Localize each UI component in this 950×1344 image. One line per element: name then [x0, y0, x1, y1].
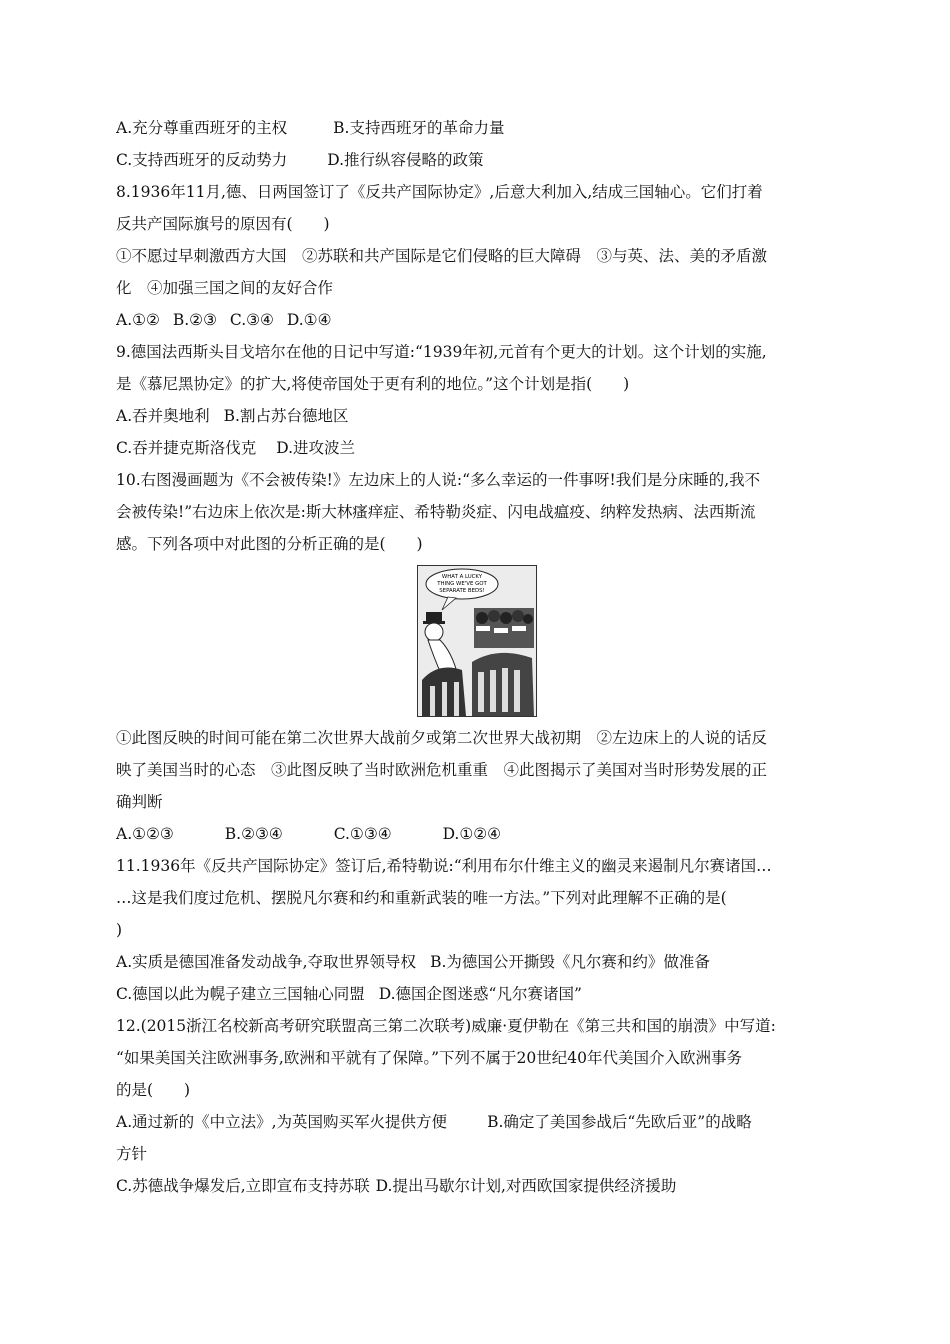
q7-options-row2 [116, 144, 838, 176]
q10-stem-line2: 会被传染!”右边床上依次是:斯大林瘙痒症、希特勒炎症、闪电战瘟疫、纳粹发热病、法西斯流 [116, 503, 756, 521]
bubble-text-line3: SEPARATE BEDS! [439, 588, 485, 594]
q12-option-a: A.通过新的《中立法》,为英国购买军火提供方便 [116, 1113, 448, 1131]
q11-option-b: B.为德国公开撕毁《凡尔赛和约》做准备 [430, 953, 710, 971]
q11-option-a: A.实质是德国准备发动战争,夺取世界领导权 [116, 953, 417, 971]
q8-stem-line1: 8.1936年11月,德、日两国签订了《反共产国际协定》,后意大利加入,结成三国轴心。它们打着 [116, 183, 763, 201]
q10-items-line1: ①此图反映的时间可能在第二次世界大战前夕或第二次世界大战初期 ②左边床上的人说的话反 [116, 729, 768, 747]
q12-stem-line3: 的是( ) [116, 1081, 191, 1099]
cartoon-image [417, 565, 537, 717]
q8-option-c: C.③④ [229, 311, 274, 329]
q9-option-d: D.进攻波兰 [276, 439, 356, 457]
q8-option-a: A.①② [116, 311, 160, 329]
q12-option-b-continued: 方针 [116, 1145, 148, 1163]
q12-option-d: D.提出马歇尔计划,对西欧国家提供经济援助 [375, 1177, 677, 1195]
q9-options-row1 [116, 400, 838, 432]
q7-options-row1 [116, 112, 838, 144]
cartoon-figure-container [116, 560, 838, 722]
q12-option-c: C.苏德战争爆发后,立即宣布支持苏联 [116, 1177, 370, 1195]
q10-items-line2: 映了美国当时的心态 ③此图反映了当时欧洲危机重重 ④此图揭示了美国对当时形势发展的正 [116, 761, 768, 779]
bubble-text-line2: THING WE'VE GOT [437, 581, 487, 587]
q8-items-line2: 化 ④加强三国之间的友好合作 [116, 279, 334, 297]
q9-option-a: A.吞并奥地利 [116, 407, 210, 425]
q7-option-d: D.推行纵容侵略的政策 [327, 151, 484, 169]
q10-options [116, 818, 838, 850]
cartoon-drawing [418, 566, 536, 716]
q10-items-line3: 确判断 [116, 793, 163, 811]
bubble-text-line1: WHAT A LUCKY [441, 574, 483, 580]
q9-stem-line2: 是《慕尼黑协定》的扩大,将使帝国处于更有利的地位。”这个计划是指( ) [116, 375, 630, 393]
q8-stem-line2: 反共产国际旗号的原因有( ) [116, 215, 330, 233]
q12-stem-line1: 12.(2015浙江名校新高考研究联盟高三第二次联考)威廉·夏伊勒在《第三共和国的崩溃》中写道: [116, 1017, 776, 1035]
q11-option-d: D.德国企图迷惑“凡尔赛诸国” [378, 985, 582, 1003]
q11-option-c: C.德国以此为幌子建立三国轴心同盟 [116, 985, 365, 1003]
q12-stem-line2: “如果美国关注欧洲事务,欧洲和平就有了保障。”下列不属于20世纪40年代美国介入欧洲事务 [116, 1049, 742, 1067]
q11-stem-line3: ) [116, 921, 123, 939]
q10-option-d: D.①②④ [442, 825, 502, 843]
q7-option-a: A.充分尊重西班牙的主权 [116, 119, 288, 137]
q9-options-row2 [116, 432, 838, 464]
q9-option-c: C.吞并捷克斯洛伐克 [116, 439, 257, 457]
q11-stem-line1: 11.1936年《反共产国际协定》签订后,希特勒说:“利用布尔什维主义的幽灵来遏制凡尔赛诸国… [116, 857, 772, 875]
q7-option-b: B.支持西班牙的革命力量 [333, 119, 505, 137]
q8-items-line1: ①不愿过早刺激西方大国 ②苏联和共产国际是它们侵略的巨大障碍 ③与英、法、美的矛盾激 [116, 247, 768, 265]
q11-options-row1 [116, 946, 838, 978]
q9-stem-line1: 9.德国法西斯头目戈培尔在他的日记中写道:“1939年初,元首有个更大的计划。这个计划的实施, [116, 343, 767, 361]
q8-options [116, 304, 838, 336]
q10-stem-line1: 10.右图漫画题为《不会被传染!》左边床上的人说:“多么幸运的一件事呀!我们是分床睡的,我不 [116, 471, 761, 489]
q12-options-row1 [116, 1106, 838, 1138]
q10-option-b: B.②③④ [224, 825, 283, 843]
q11-options-row2 [116, 978, 838, 1010]
q7-option-c: C.支持西班牙的反动势力 [116, 151, 288, 169]
q9-option-b: B.割占苏台德地区 [223, 407, 349, 425]
q10-stem-line3: 感。下列各项中对此图的分析正确的是( ) [116, 535, 423, 553]
q8-option-d: D.①④ [286, 311, 332, 329]
q12-options-row2 [116, 1170, 838, 1202]
q8-option-b: B.②③ [172, 311, 217, 329]
exam-page [116, 112, 838, 1202]
q10-option-a: A.①②③ [116, 825, 174, 843]
q11-stem-line2: …这是我们度过危机、摆脱凡尔赛和约和重新武装的唯一方法。”下列对此理解不正确的是( [116, 889, 727, 907]
q12-option-b: B.确定了美国参战后“先欧后亚”的战略 [487, 1113, 752, 1131]
q10-option-c: C.①③④ [333, 825, 392, 843]
